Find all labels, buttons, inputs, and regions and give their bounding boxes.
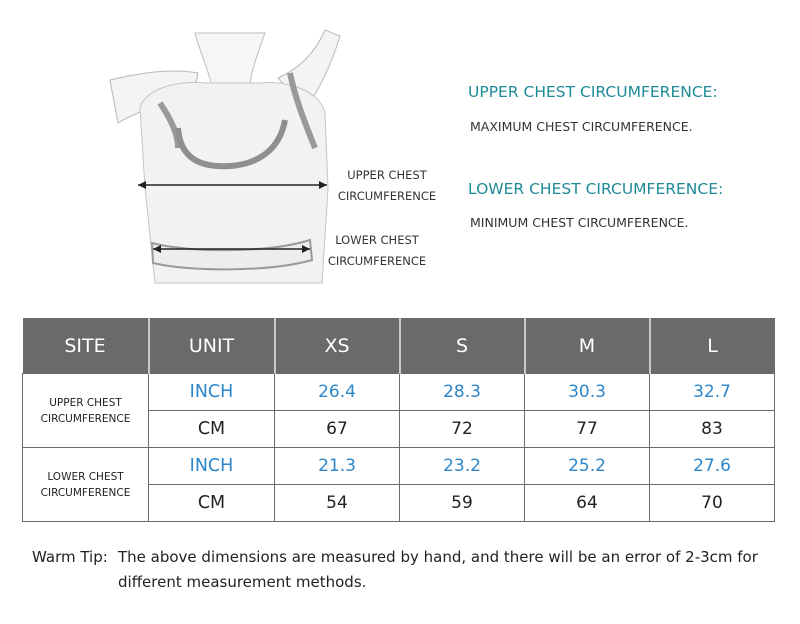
header-xs: XS [275, 318, 400, 374]
value-cell: 30.3 [525, 374, 650, 411]
value-cell: 59 [400, 485, 525, 522]
table-row [23, 448, 775, 485]
warm-tip-text: The above dimensions are measured by hand, and there will be an error of 2-3cm for different measurement methods. [118, 548, 758, 591]
value-cell: 25.2 [525, 448, 650, 485]
warm-tip-prefix: Warm Tip: [32, 548, 108, 566]
lower-chest-label: LOWER CHEST CIRCUMFERENCE [327, 233, 427, 268]
value-cell: 70 [650, 485, 775, 522]
value-cell: 83 [650, 411, 775, 448]
value-cell: 21.3 [275, 448, 400, 485]
value-cell: 26.4 [275, 374, 400, 411]
table-row [23, 374, 775, 411]
unit-cell: CM [149, 485, 275, 522]
size-table [22, 318, 775, 522]
neck [195, 33, 265, 88]
site-upper-chest: UPPER CHEST CIRCUMFERENCE [23, 374, 149, 448]
lower-chest-heading: LOWER CHEST CIRCUMFERENCE: [468, 180, 724, 198]
unit-cell: INCH [149, 374, 275, 411]
value-cell: 72 [400, 411, 525, 448]
upper-chest-definition: MAXIMUM CHEST CIRCUMFERENCE. [470, 119, 693, 134]
header-unit: UNIT [149, 318, 275, 374]
upper-chest-label: UPPER CHEST CIRCUMFERENCE [337, 168, 437, 203]
upper-chest-heading: UPPER CHEST CIRCUMFERENCE: [468, 83, 718, 101]
header-site: SITE [23, 318, 149, 374]
value-cell: 28.3 [400, 374, 525, 411]
value-cell: 23.2 [400, 448, 525, 485]
warm-tip [32, 545, 792, 595]
unit-cell: INCH [149, 448, 275, 485]
unit-cell: CM [149, 411, 275, 448]
header-m: M [525, 318, 650, 374]
value-cell: 32.7 [650, 374, 775, 411]
site-lower-chest: LOWER CHEST CIRCUMFERENCE [23, 448, 149, 522]
header-l: L [650, 318, 775, 374]
value-cell: 54 [275, 485, 400, 522]
table-header-row [23, 318, 775, 374]
header-s: S [400, 318, 525, 374]
value-cell: 64 [525, 485, 650, 522]
value-cell: 77 [525, 411, 650, 448]
value-cell: 67 [275, 411, 400, 448]
lower-chest-definition: MINIMUM CHEST CIRCUMFERENCE. [470, 215, 689, 230]
value-cell: 27.6 [650, 448, 775, 485]
